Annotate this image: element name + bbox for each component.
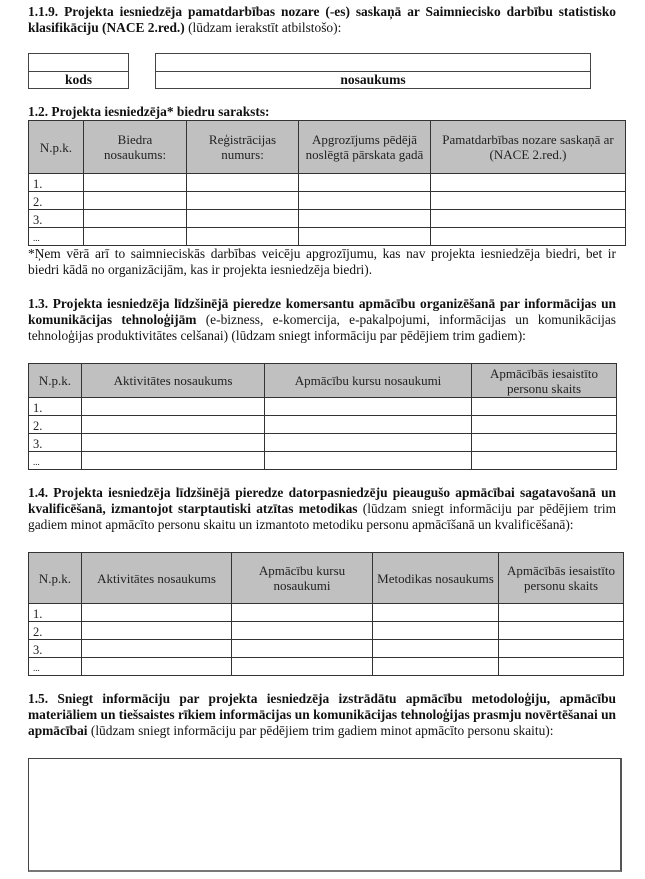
section-14-heading	[28, 485, 616, 533]
col-header-course-names: Apmācību kursu nosaukumi	[265, 364, 472, 398]
activity-name-cell[interactable]	[82, 640, 232, 658]
row-number: 3.	[29, 210, 84, 228]
row-number: ...	[29, 228, 84, 246]
row-number: 3.	[29, 434, 82, 452]
col-header-activity-name: Aktivitātes nosaukums	[82, 364, 265, 398]
participants-cell[interactable]	[472, 416, 617, 434]
table-row	[29, 174, 626, 192]
methodology-cell[interactable]	[373, 604, 499, 622]
member-name-cell[interactable]	[84, 192, 187, 210]
turnover-cell[interactable]	[299, 192, 431, 210]
course-names-cell[interactable]	[232, 640, 373, 658]
section-119-heading	[28, 4, 616, 36]
participants-cell[interactable]	[499, 604, 624, 622]
col-header-methodology-name: Metodikas nosaukums	[373, 553, 499, 604]
nace-name-label: nosaukums	[340, 72, 406, 87]
methodology-cell[interactable]	[373, 640, 499, 658]
col-header-turnover: Apgrozījums pēdējā noslēgtā pārskata gadā	[299, 121, 431, 174]
nace-code-input[interactable]	[29, 54, 128, 72]
row-number: 2.	[29, 192, 84, 210]
course-names-cell[interactable]	[232, 658, 373, 676]
table-row	[29, 640, 624, 658]
activity-name-cell[interactable]	[82, 398, 265, 416]
course-names-cell[interactable]	[265, 416, 472, 434]
col-header-course-names: Apmācību kursu nosaukumi	[232, 553, 373, 604]
reg-number-cell[interactable]	[187, 192, 299, 210]
turnover-cell[interactable]	[299, 228, 431, 246]
member-name-cell[interactable]	[84, 174, 187, 192]
table-row	[29, 622, 624, 640]
table-row	[29, 228, 626, 246]
section-13-heading-bold: 1.3. Projekta iesniedzēja līdzšinējā pieredze komersantu apmācību organizēšanā par informācijas un komunikācijas tehnoloģijām	[28, 296, 616, 327]
row-number: 1.	[29, 604, 82, 622]
table-row	[29, 192, 626, 210]
nace-cell[interactable]	[431, 174, 626, 192]
nace-name-input[interactable]	[156, 54, 590, 72]
table-row	[29, 210, 626, 228]
participants-cell[interactable]	[499, 658, 624, 676]
section-15-heading-bold: 1.5. Sniegt informāciju par projekta iesniedzēja izstrādātu apmācību metodoloģiju, apmācību materiāliem un tiešsaistes rīkiem informācijas un komunikācijas tehnoloģijas prasmju novērtēšanai un apmācībai	[28, 691, 616, 738]
table-row	[29, 604, 624, 622]
section-12-heading: 1.2. Projekta iesniedzēja* biedru saraksts:	[28, 104, 270, 119]
methodology-answer-textarea[interactable]	[28, 758, 622, 872]
course-names-cell[interactable]	[232, 604, 373, 622]
nace-code-field[interactable]	[28, 53, 129, 89]
table-row	[29, 434, 617, 452]
course-names-cell[interactable]	[265, 452, 472, 470]
participants-cell[interactable]	[499, 622, 624, 640]
col-header-member-name: Biedra nosaukums:	[84, 121, 187, 174]
participants-cell[interactable]	[499, 640, 624, 658]
participants-cell[interactable]	[472, 398, 617, 416]
nace-code-label: kods	[64, 72, 93, 87]
section-13-heading-note: (e-bizness, e-komercija, e-pakalpojumi, informācijas un komunikācijas tehnoloģijas produktivitātes celšanai) (lūdzam sniegt informāciju par pēdējiem trim gadiem):	[28, 312, 616, 343]
activity-name-cell[interactable]	[82, 658, 232, 676]
table-row	[29, 452, 617, 470]
trainer-training-table-header	[29, 553, 624, 604]
col-header-participants: Apmācībās iesaistīto personu skaits	[472, 364, 617, 398]
activity-name-cell[interactable]	[82, 434, 265, 452]
activity-name-cell[interactable]	[82, 452, 265, 470]
nace-cell[interactable]	[431, 192, 626, 210]
col-header-activity-name: Aktivitātes nosaukums	[82, 553, 232, 604]
row-number: 3.	[29, 640, 82, 658]
activity-name-cell[interactable]	[82, 604, 232, 622]
col-header-npk: N.p.k.	[29, 364, 82, 398]
row-number: 2.	[29, 622, 82, 640]
col-header-npk: N.p.k.	[29, 553, 82, 604]
nace-cell[interactable]	[431, 210, 626, 228]
course-names-cell[interactable]	[232, 622, 373, 640]
col-header-participants: Apmācībās iesaistīto personu skaits	[499, 553, 624, 604]
col-header-nace: Pamatdarbības nozare saskaņā ar (NACE 2.red.)	[431, 121, 626, 174]
participants-cell[interactable]	[472, 452, 617, 470]
activity-name-cell[interactable]	[82, 416, 265, 434]
section-14-heading-note: (lūdzam sniegt informāciju par pēdējiem trim gadiem minot apmācīto personu skaitu un izmantoto metodiku personu apmācīšanā un kvalificēšanā):	[28, 501, 616, 532]
members-table-header	[29, 121, 626, 174]
section-15-heading-note: (lūdzam sniegt informāciju par pēdējiem trim gadiem minot apmācīto personu skaitu):	[87, 723, 554, 738]
course-names-cell[interactable]	[265, 434, 472, 452]
ict-training-table-header	[29, 364, 617, 398]
section-119-heading-note: (lūdzam ierakstīt atbilstošo):	[184, 20, 342, 35]
nace-cell[interactable]	[431, 228, 626, 246]
row-number: ...	[29, 658, 82, 676]
participants-cell[interactable]	[472, 434, 617, 452]
section-15-heading	[28, 691, 616, 739]
reg-number-cell[interactable]	[187, 174, 299, 192]
reg-number-cell[interactable]	[187, 210, 299, 228]
member-name-cell[interactable]	[84, 210, 187, 228]
methodology-cell[interactable]	[373, 622, 499, 640]
row-number: 1.	[29, 398, 82, 416]
table-row	[29, 398, 617, 416]
turnover-cell[interactable]	[299, 174, 431, 192]
row-number: 2.	[29, 416, 82, 434]
section-12-footnote: *Ņem vērā arī to saimnieciskās darbības veicēju apgrozījumu, kas nav projekta iesniedzēja biedri, bet ir biedri kādā no organizācijām, kas ir projekta iesniedzēja biedri).	[28, 246, 616, 277]
nace-name-field[interactable]	[155, 53, 591, 89]
reg-number-cell[interactable]	[187, 228, 299, 246]
row-number: ...	[29, 452, 82, 470]
section-13-heading	[28, 296, 616, 344]
section-14-heading-bold: 1.4. Projekta iesniedzēja līdzšinējā pieredze datorpasniedzēju pieaugušo apmācībai sagatavošanā un kvalificēšanā, izmantojot starptautiski atzītas metodikas	[28, 485, 616, 516]
table-row	[29, 658, 624, 676]
section-119-heading-bold: 1.1.9. Projekta iesniedzēja pamatdarbības nozare (-es) saskaņā ar Saimniecisko darbību statistisko klasifikāciju (NACE 2.red.)	[28, 4, 616, 35]
activity-name-cell[interactable]	[82, 622, 232, 640]
table-row	[29, 416, 617, 434]
col-header-reg-number: Reģistrācijas numurs:	[187, 121, 299, 174]
col-header-npk: N.p.k.	[29, 121, 84, 174]
course-names-cell[interactable]	[265, 398, 472, 416]
trainer-training-table	[28, 552, 624, 676]
members-table	[28, 120, 626, 246]
methodology-cell[interactable]	[373, 658, 499, 676]
turnover-cell[interactable]	[299, 210, 431, 228]
ict-training-table	[28, 363, 617, 470]
member-name-cell[interactable]	[84, 228, 187, 246]
row-number: 1.	[29, 174, 84, 192]
